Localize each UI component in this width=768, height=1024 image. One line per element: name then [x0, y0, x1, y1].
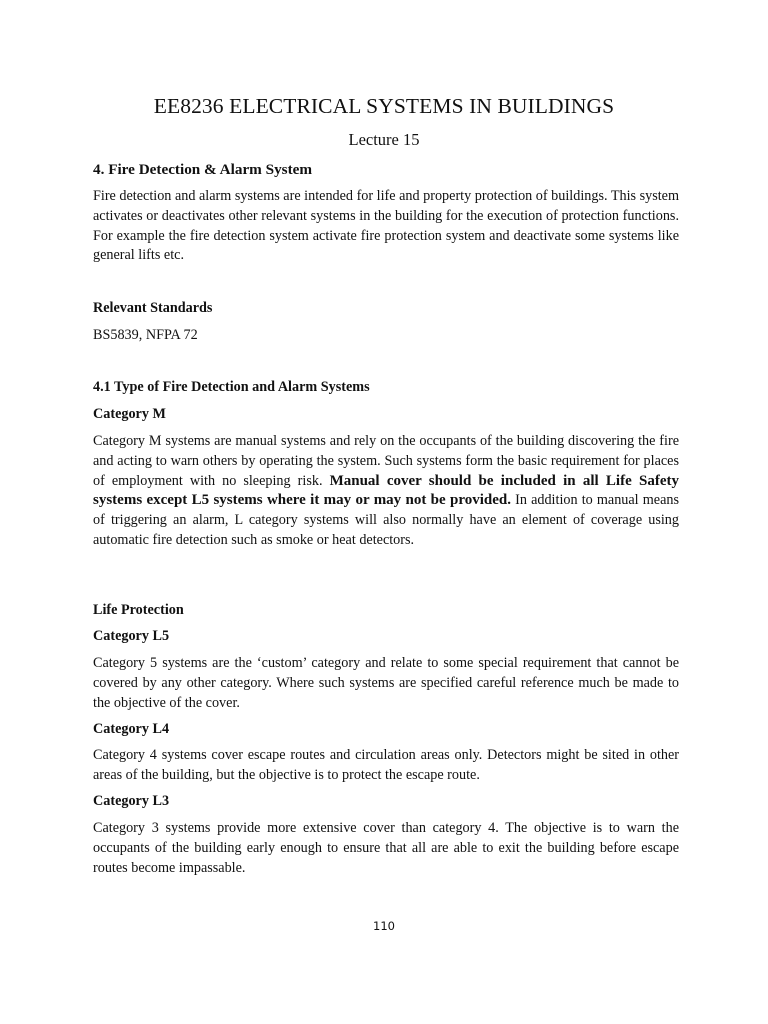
- section-4-paragraph: Fire detection and alarm systems are intended for life and property protection of buildings. This system activates or deactivates other relevant systems in the building for the execution of protection functions. For example the fire detection system activate fire protection system and deactivate some systems like general lifts etc.: [93, 188, 680, 264]
- category-m-paragraph: [93, 432, 679, 551]
- category-m-text-1: Category M systems are manual systems and rely on the occupants of the building discovering the fire and acting to warn others by operating the system. Such systems form the basic requirement for places of employment with no sleeping risk.: [93, 433, 679, 489]
- category-l4-heading: Category L4: [93, 721, 170, 737]
- relevant-standards-text: BS5839, NFPA 72: [93, 327, 198, 343]
- category-l3-paragraph: Category 3 systems provide more extensive cover than category 4. The objective is to warn the occupants of the building early enough to ensure that all are able to exit the building before escape routes become impassable.: [93, 820, 679, 876]
- page-number: 110: [373, 919, 395, 933]
- category-m-text-2: In addition to manual means of triggering an alarm, L category systems will also normally have an element of coverage using automatic fire detection such as smoke or heat detectors.: [93, 492, 679, 548]
- life-protection-heading: Life Protection: [93, 602, 184, 618]
- section-4-1-heading: 4.1 Type of Fire Detection and Alarm Systems: [93, 379, 370, 395]
- category-l5-paragraph: Category 5 systems are the ‘custom’ category and relate to some special requirement that cannot be covered by any other category. Where such systems are specified careful reference much be made to the objective of the cover.: [93, 655, 679, 711]
- category-l4-paragraph: Category 4 systems cover escape routes and circulation areas only. Detectors might be sited in other areas of the building, but the objective is to protect the escape route.: [93, 747, 679, 783]
- category-m-bold-text: Manual cover should be included in all Life Safety systems except L5 systems where it may or may not be provided.: [93, 472, 679, 509]
- category-m-heading: Category M: [93, 406, 166, 422]
- lecture-subtitle: Lecture 15: [348, 130, 420, 149]
- document-title: EE8236 ELECTRICAL SYSTEMS IN BUILDINGS: [153, 94, 615, 118]
- section-4-heading: 4. Fire Detection & Alarm System: [93, 161, 313, 178]
- category-l5-heading: Category L5: [93, 628, 170, 644]
- category-l3-heading: Category L3: [93, 793, 170, 809]
- relevant-standards-heading: Relevant Standards: [93, 300, 213, 316]
